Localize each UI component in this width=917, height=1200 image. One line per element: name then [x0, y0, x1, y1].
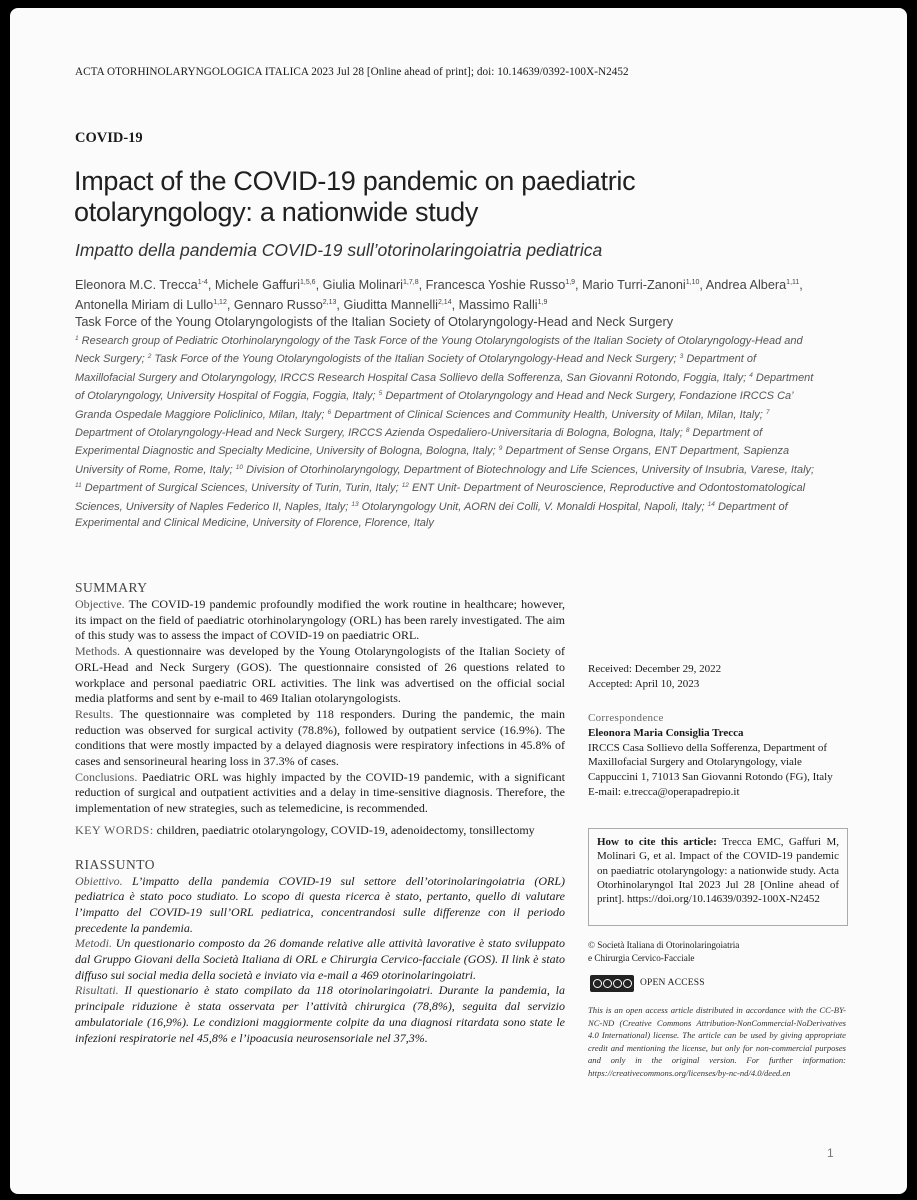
keywords-label: KEY WORDS: — [75, 822, 154, 837]
affiliation-text: Department of Experimental and Clinical Medicine, University of Florence, Florence, Italy — [75, 500, 788, 530]
author-affiliation-marker: 2,14 — [437, 299, 452, 306]
article-subtitle: Impatto della pandemia COVID-19 sull’otorinolaringoiatria pediatrica — [75, 240, 603, 260]
author: Francesca Yoshie Russo$^{1,9}$ — [425, 278, 576, 292]
metodi-text: Un questionario composto da 26 domande relative alle attività lavorative è stato sviluppato dal Gruppo Giovani della Società Italiana di ORL e Chirurgia Cervico-facciale (GOS). Il link è stato diffuso sui social media della società e inviato via e-mail a 469 otorinolaringoiatri. — [75, 936, 566, 982]
author-affiliation-marker: 2,13 — [322, 299, 337, 306]
affiliation-text: Department of Otolaryngology-Head and Neck Surgery, IRCCS Azienda Ospedaliero-Universitaria di Bologna, Bologna, Italy; — [75, 427, 686, 440]
affiliation-text: Otolaryngology Unit, AORN dei Colli, V. Monaldi Hospital, Napoli, Italy; — [358, 500, 708, 513]
correspondence-heading: Correspondence — [588, 712, 664, 724]
author: Giuditta Mannelli$^{2,14}$ — [343, 298, 452, 312]
author-affiliation-marker: 1,11 — [786, 279, 800, 286]
correspondence — [588, 711, 848, 800]
affiliation-marker: 10 — [235, 463, 244, 471]
author: Antonella Miriam di Lullo$^{1,12}$ — [75, 298, 227, 312]
cite-text: Trecca EMC, Gaffuri M, Molinari G, et al. Impact of the COVID-19 pandemic on paediatric otolaryngology: a nationwide study. Acta Otorhinolaryngol Ital 2023 Jul 28 [Online ahead of print]. https://doi.org/10.14639/0392-100X-N2452 — [597, 836, 839, 906]
correspondence-email[interactable]: E-mail: e.trecca@operapadrepio.it — [588, 785, 740, 798]
affiliations — [75, 331, 815, 531]
page-number: 1 — [827, 1146, 834, 1160]
author-affiliation-marker: 1,5,6 — [299, 279, 316, 286]
author-list — [75, 274, 805, 331]
article-page — [10, 8, 907, 1194]
article-title: Impact of the COVID-19 pandemic on paediatric otolaryngology: a nationwide study — [74, 166, 636, 227]
results-label: Results. — [75, 706, 114, 721]
affiliation-text: Department of Sense Organs, ENT Department, Sapienza University of Rome, Rome, Italy; — [75, 445, 790, 476]
open-access — [588, 974, 848, 994]
conclusions-label: Conclusions. — [75, 769, 138, 784]
affiliation-text: Division of Otorhinolaryngology, Department of Biotechnology and Life Sciences, University of Insubria, Varese, Italy; — [243, 463, 815, 476]
cite-label: How to cite this article: — [597, 836, 717, 848]
author: Eleonora M.C. Trecca$^{1-4}$ — [75, 278, 208, 292]
affiliation-text: Task Force of the Young Otolaryngologists of the Italian Society of Otolaryngology-Head and Neck Surgery; — [151, 353, 680, 366]
dates — [588, 662, 848, 692]
affiliation-marker: 7 — [765, 408, 770, 416]
objective-label: Objective. — [75, 597, 125, 611]
accepted-date: Accepted: April 10, 2023 — [588, 677, 700, 690]
metodi-label: Metodi. — [75, 936, 112, 951]
author-names: Eleonora M.C. Trecca$^{1-4}$, Michele Gaffuri$^{1,5,6}$, Giulia Molinari$^{1,7,8}$, Francesca Yoshie Russo$^{1,9}$, Mario Turri-Zanoni$^{1,10}$, Andrea Albera$^{1,11}$, Antonella Miriam di Lullo$^{1,12}$, Gennaro Russo$^{2,13}$, Giuditta Mannelli$^{2,14}$, Massimo Ralli$^{1,9}$ — [75, 278, 803, 312]
affiliation-text: Department of Otolaryngology and Head and Neck Surgery, Fondazione IRCCS Ca’ Granda Ospedale Maggiore Policlinico, Milan, Italy; — [75, 390, 793, 421]
conclusions-text: Paediatric ORL was highly impacted by the COVID-19 pandemic, with a significant reduction of surgical and outpatient activities and a delay in time-sensitive diagnosis. Therefore, the implementation of new strategies, such as telemedicine, is recommended. — [75, 769, 565, 816]
affiliation-marker: 4 — [749, 371, 753, 379]
objective-text: The COVID-19 pandemic profoundly modified the work routine in healthcare; however, its impact on the field of paediatric otorhinolaryngology (ORL) has been rarely investigated. The aim of this study was to assess the impact of COVID-19 on paediatric ORL. — [75, 597, 565, 643]
affiliation-marker: 9 — [498, 445, 503, 453]
affiliation-text: Department of Experimental Diagnostic and Specialty Medicine, University of Bologna, Bologna, Italy; — [75, 427, 763, 458]
author-affiliation-marker: 1,12 — [213, 299, 227, 306]
affiliation-text: Department of Surgical Sciences, University of Turin, Turin, Italy; — [81, 482, 402, 495]
section-label: COVID-19 — [75, 130, 143, 146]
risultati-label: Risultati. — [75, 983, 119, 998]
affiliation-marker: 14 — [707, 500, 715, 508]
keywords — [75, 823, 565, 839]
obiettivo-label: Obiettivo. — [75, 873, 123, 888]
affiliation-marker: 11 — [75, 482, 82, 490]
author: Massimo Ralli$^{1,9}$ — [458, 298, 548, 312]
open-access-label: OPEN ACCESS — [640, 978, 705, 988]
summary-body — [75, 597, 565, 817]
affiliation-marker: 12 — [401, 482, 409, 490]
abstract-column — [75, 580, 565, 1046]
author-affiliation-marker: 1,7,8 — [403, 279, 419, 286]
results-text: The questionnaire was completed by 118 responders. During the pandemic, the main reduction was observed for surgical activity (78.8%), followed by outpatient service (16.9%). The conditions that were mostly impacted by a delayed diagnosis were respiratory infections in 45.8% of cases and sensorineural hearing loss in 37.3% of cases. — [75, 706, 565, 769]
author: Giulia Molinari$^{1,7,8}$ — [322, 278, 419, 292]
affiliation-marker: 1 — [75, 335, 79, 342]
author: Michele Gaffuri$^{1,5,6}$ — [214, 278, 316, 292]
summary-heading: SUMMARY — [75, 580, 148, 595]
author-affiliation-marker: 1,9 — [565, 279, 576, 286]
affiliation-marker: 2 — [147, 353, 152, 361]
riassunto-body — [75, 874, 565, 1047]
affiliation-marker: 6 — [327, 408, 332, 416]
affiliation-marker: 13 — [351, 500, 359, 508]
affiliation-marker: 5 — [378, 390, 383, 398]
methods-text: A questionnaire was developed by the Young Otolaryngologists of the Italian Society of ORL-Head and Neck Surgery (GOS). The questionnaire consisted of 26 questions related to workplace and personal paediatric ORL activities. The link was advertised on the official social media platforms and sent by e-mail to 469 Italian otolaryngologists. — [75, 644, 565, 706]
keywords-text: children, paediatric otolaryngology, COVID-19, adenoidectomy, tonsillectomy — [156, 822, 535, 837]
society-line-2: e Chirurgia Cervico-Facciale — [588, 953, 695, 963]
author-affiliation-marker: 1,9 — [537, 299, 548, 306]
society-line-1: © Società Italiana di Otorinolaringoiatria — [588, 940, 740, 950]
affiliation-text: Department of Maxillofacial Surgery and Otolaryngology, IRCCS Research Hospital Casa Sollievo della Sofferenza, San Giovanni Rotondo, Foggia, Italy; — [75, 353, 757, 384]
author-affiliation-marker: 1,10 — [685, 279, 700, 286]
affiliation-marker: 8 — [685, 427, 690, 435]
obiettivo-text: L’impatto della pandemia COVID-19 sul settore dell’otorinolaringoiatria (ORL) pediatrica è stato poco studiato. Lo scopo di questa ricerca è stato, pertanto, quello di valutare l’impatto del COVID-19 sull’ORL pediatrica, concentrandosi sulle differenze con il periodo precedente la pandemia. — [75, 873, 565, 935]
affiliation-marker: 3 — [679, 353, 684, 361]
copyright-society — [588, 939, 848, 965]
journal-header: ACTA OTORHINOLARYNGOLOGICA ITALICA 2023 Jul 28 [Online ahead of print]; doi: 10.14639/0392-100X-N2452 — [75, 66, 629, 78]
author: Gennaro Russo$^{2,13}$ — [233, 298, 337, 312]
affiliation-text: Department of Otolaryngology, University Hospital of Foggia, Foggia, Italy; — [75, 371, 814, 403]
affiliation-text: ENT Unit- Department of Neuroscience, Reproductive and Odontostomatological Sciences, University of Naples Federico II, Naples, Italy; — [75, 482, 806, 513]
risultati-text: Il questionario è stato compilato da 118 otorinolaringoiatri. Durante la pandemia, la principale riduzione è stata osservata per l’attività chirurgica (78,8%), seguita dal servizio ambulatoriale (16,9%). Le condizioni maggiormente colpite da una diagnosi ritardata sono state le infezioni respiratorie nel 45,8% e l’ipoacusia neurosensoriale nel 37,3%. — [75, 983, 566, 1045]
affiliation-text: Department of Clinical Sciences and Community Health, University of Milan, Milan, Italy; — [331, 408, 766, 421]
license-text: This is an open access article distributed in accordance with the CC-BY-NC-ND (Creative Commons Attribution-NonCommercial-NoDerivatives 4.0 International) license. The article can be used by giving appropriate credit and mentioning the license, but only for non-commercial purposes and only in the original version. For further information: https://creativecommons.org/licenses/by-nc-nd/4.0/deed.en — [588, 1005, 846, 1078]
received-date: Received: December 29, 2022 — [588, 663, 722, 675]
task-force: Task Force of the Young Otolaryngologists of the Italian Society of Otolaryngology-Head and Neck Surgery — [75, 315, 674, 329]
correspondence-address: IRCCS Casa Sollievo della Sofferenza, Department of Maxillofacial Surgery and Otolaryngology, viale Cappuccini 1, 71013 San Giovanni Rotondo (FG), Italy — [588, 741, 833, 784]
affiliation-text: Research group of Pediatric Otorhinolaryngology of the Task Force of the Young Otolaryngologists of the Italian Society of Otolaryngology-Head and Neck Surgery; — [75, 335, 803, 366]
riassunto-heading: RIASSUNTO — [75, 856, 156, 872]
author: Mario Turri-Zanoni$^{1,10}$ — [582, 278, 700, 292]
methods-label: Methods. — [75, 644, 120, 659]
correspondence-name: Eleonora Maria Consiglia Trecca — [588, 726, 744, 739]
citation-box — [588, 828, 848, 926]
author-affiliation-marker: 1-4 — [197, 279, 208, 286]
cc-license-icon[interactable] — [590, 975, 634, 992]
author: Andrea Albera$^{1,11}$ — [705, 278, 800, 292]
